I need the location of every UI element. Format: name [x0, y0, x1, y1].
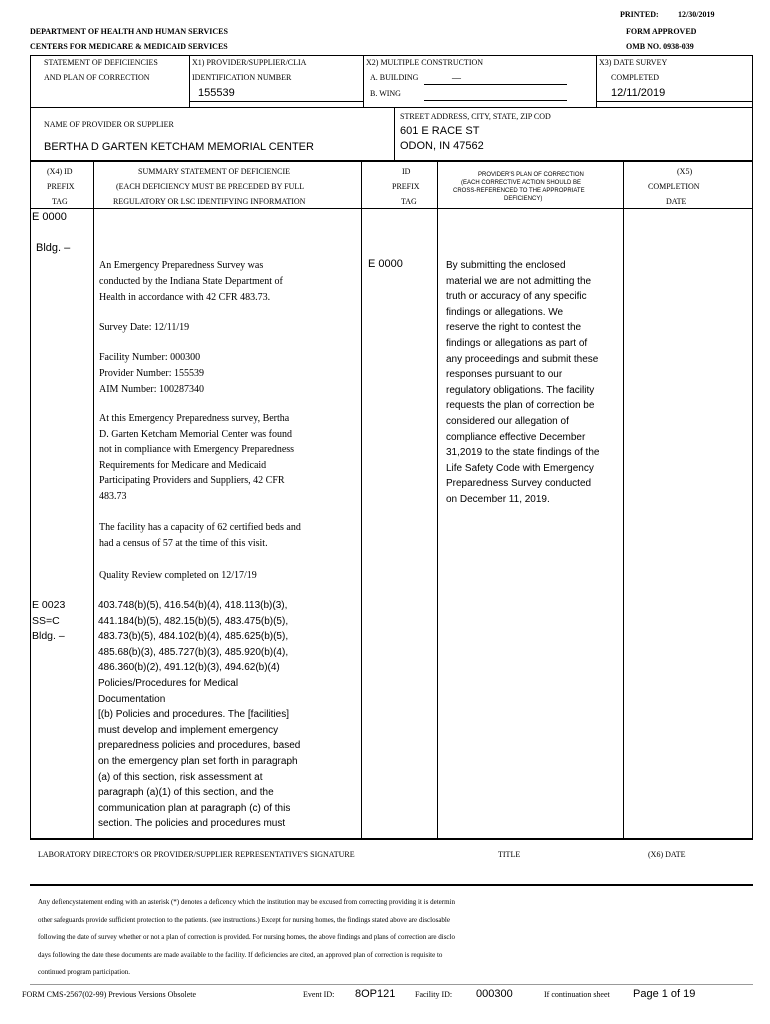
- address-line-1: 601 E RACE ST: [400, 125, 480, 137]
- provider-number: 155539: [198, 87, 235, 99]
- building-value: __: [452, 70, 461, 79]
- rule: [93, 160, 94, 838]
- rule: [30, 160, 31, 838]
- rule: [30, 208, 753, 209]
- centers-title: CENTERS FOR MEDICARE & MEDICAID SERVICES: [30, 42, 228, 51]
- summary-header-1: SUMMARY STATEMENT OF DEFICIENCIE: [138, 167, 291, 176]
- rule: [394, 107, 395, 160]
- rule: [623, 160, 624, 838]
- rule: [189, 101, 363, 102]
- survey-completed-date: 12/11/2019: [611, 87, 666, 99]
- x5-header-2: COMPLETION: [648, 182, 700, 191]
- id-prefix-tag-e0000: E 0000: [368, 258, 403, 270]
- x4-header-3: TAG: [52, 197, 68, 206]
- rule: [437, 160, 438, 838]
- facility-identifiers: Facility Number: 000300 Provider Number: 155539 AIM Number: 100287340: [99, 352, 204, 395]
- summary-intro: An Emergency Preparedness Survey was conducted by the Indiana State Department of Health in accordance with 42 CFR 483.73.: [99, 260, 283, 303]
- x4-header-2: PREFIX: [47, 182, 75, 191]
- rule: [30, 884, 753, 886]
- x6-date-label: (X6) DATE: [648, 850, 686, 859]
- plan-header-1: PROVIDER'S PLAN OF CORRECTION: [478, 172, 584, 178]
- prefix-tag-e0023: E 0023 SS=C Bldg. –: [32, 599, 66, 642]
- rule: [752, 107, 753, 160]
- address-label: STREET ADDRESS, CITY, STATE, ZIP COD: [400, 112, 551, 121]
- statement-label: STATEMENT OF DEFICIENCIES: [44, 58, 158, 67]
- form-approved: FORM APPROVED: [626, 27, 697, 36]
- regulation-text: 403.748(b)(5), 416.54(b)(4), 418.113(b)(3), 441.184(b)(5), 482.15(b)(5), 483.475(b)(5), 483.73(b)(5), 484.102(b)(4), 485.625(b)(5), 485.68(b)(3), 485.727(b)(3), 485.920(b)(4), 486.360(b)(2), 491.12(b)(3), 494.62(b)(4) Policies/Procedures for Medical Documentation [(b) Policies and procedures. The [facilities] must develop and implement emergency preparedness policies and procedures, based on the emergency plan set forth in paragraph (a) of this section, risk assessment at paragraph (a)(1) of this section, and the communication plan at paragraph (c) of this section. The policies and procedures must: [98, 600, 301, 830]
- printed-label: PRINTED:: [620, 10, 659, 19]
- provider-name: BERTHA D GARTEN KETCHAM MEMORIAL CENTER: [44, 141, 314, 153]
- x5-header-1: (X5): [677, 167, 693, 176]
- summary-header-2: (EACH DEFICIENCY MUST BE PRECEDED BY FULL: [116, 182, 305, 191]
- rule: [30, 984, 753, 985]
- x3-label-2: COMPLETED: [611, 73, 659, 82]
- rule: [752, 55, 753, 107]
- survey-date: Survey Date: 12/11/19: [99, 322, 190, 333]
- x1-label: X1) PROVIDER/SUPPLIER/CLIA: [192, 58, 307, 67]
- prefix-tag-e0000: E 0000: [32, 211, 67, 223]
- rule: [424, 84, 567, 85]
- rule: [30, 55, 31, 107]
- facility-id-label: Facility ID:: [415, 990, 453, 999]
- rule: [361, 160, 362, 838]
- signature-label: LABORATORY DIRECTOR'S OR PROVIDER/SUPPLIER REPRESENTATIVE'S SIGNATURE: [38, 850, 355, 859]
- rule: [30, 107, 31, 160]
- x1-label-2: IDENTIFICATION NUMBER: [192, 73, 292, 82]
- printed-date: 12/30/2019: [678, 10, 715, 19]
- page-number: Page 1 of 19: [633, 988, 696, 1000]
- plan-of-correction-text: By submitting the enclosed material we are not admitting the truth or accuracy of any specific findings or allegations. We reserve the right to contest the findings or allegations as part of any proceedings and submit these responses pursuant to our regulatory obligations. The facility requests the plan of correction be considered our allegation of compliance effective December 31,2019 to the state findings of the Life Safety Code with Emergency Preparedness Survey conducted on December 11, 2019.: [446, 260, 600, 505]
- id-header-3: TAG: [401, 197, 417, 206]
- rule: [30, 55, 753, 56]
- summary-header-3: REGULATORY OR LSC IDENTIFYING INFORMATION: [113, 197, 306, 206]
- id-header-2: PREFIX: [392, 182, 420, 191]
- rule: [30, 838, 753, 840]
- rule: [30, 107, 753, 108]
- disclosure-footnote: Any defiencystatement ending with an asterisk (*) denotes a deficency which the institution may be excused from correcting providing it is determin other safeguards provide sufficient protection to the patients. (see instructions.) Except for nursing homes, the findings stated above are disclosable following the date of survey whether or not a plan of correction is provided. For nursing homes, the above findings and plans of correction are disclo days following the date these documents are made available to the facility. If deficiencies are cited, an approved plan of correction is requisite to continued program participation.: [38, 898, 455, 976]
- department-title: DEPARTMENT OF HEALTH AND HUMAN SERVICES: [30, 27, 228, 36]
- x4-header-1: (X4) ID: [47, 167, 73, 176]
- x5-header-3: DATE: [666, 197, 687, 206]
- plan-header-3: CROSS-REFERENCED TO THE APPROPRIATE: [453, 188, 585, 194]
- plan-label: AND PLAN OF CORRECTION: [44, 73, 150, 82]
- x3-label: X3) DATE SURVEY: [599, 58, 668, 67]
- form-number: FORM CMS-2567(02-99) Previous Versions Obsolete: [22, 990, 197, 999]
- rule: [363, 55, 364, 107]
- event-id: 8OP121: [355, 988, 396, 1000]
- capacity-statement: The facility has a capacity of 62 certified beds and had a census of 57 at the time of this visit.: [99, 522, 301, 549]
- building-tag: Bldg. –: [36, 242, 71, 254]
- rule: [30, 160, 753, 162]
- quality-review: Quality Review completed on 12/17/19: [99, 570, 257, 581]
- event-id-label: Event ID:: [303, 990, 335, 999]
- plan-header-4: DEFICIENCY): [504, 196, 543, 202]
- facility-id: 000300: [476, 988, 513, 1000]
- continuation-note: If continuation sheet: [544, 990, 610, 999]
- wing-label: B. WING: [370, 89, 401, 98]
- rule: [596, 101, 753, 102]
- title-label: TITLE: [498, 850, 521, 859]
- plan-header-2: (EACH CORRECTIVE ACTION SHOULD BE: [461, 180, 582, 186]
- compliance-finding: At this Emergency Preparedness survey, Bertha D. Garten Ketcham Memorial Center was found not in compliance with Emergency Preparedness Requirements for Medicare and Medicaid Participating Providers and Suppliers, 42 CFR 483.73: [99, 413, 295, 502]
- rule: [189, 55, 190, 107]
- rule: [752, 160, 753, 838]
- id-header-1: ID: [402, 167, 411, 176]
- building-label: A. BUILDING: [370, 73, 419, 82]
- x2-label: X2) MULTIPLE CONSTRUCTION: [366, 58, 484, 67]
- rule: [596, 55, 597, 107]
- address-line-2: ODON, IN 47562: [400, 140, 484, 152]
- rule: [424, 100, 567, 101]
- omb-number: OMB NO. 0938-039: [626, 42, 694, 51]
- provider-name-label: NAME OF PROVIDER OR SUPPLIER: [44, 120, 174, 129]
